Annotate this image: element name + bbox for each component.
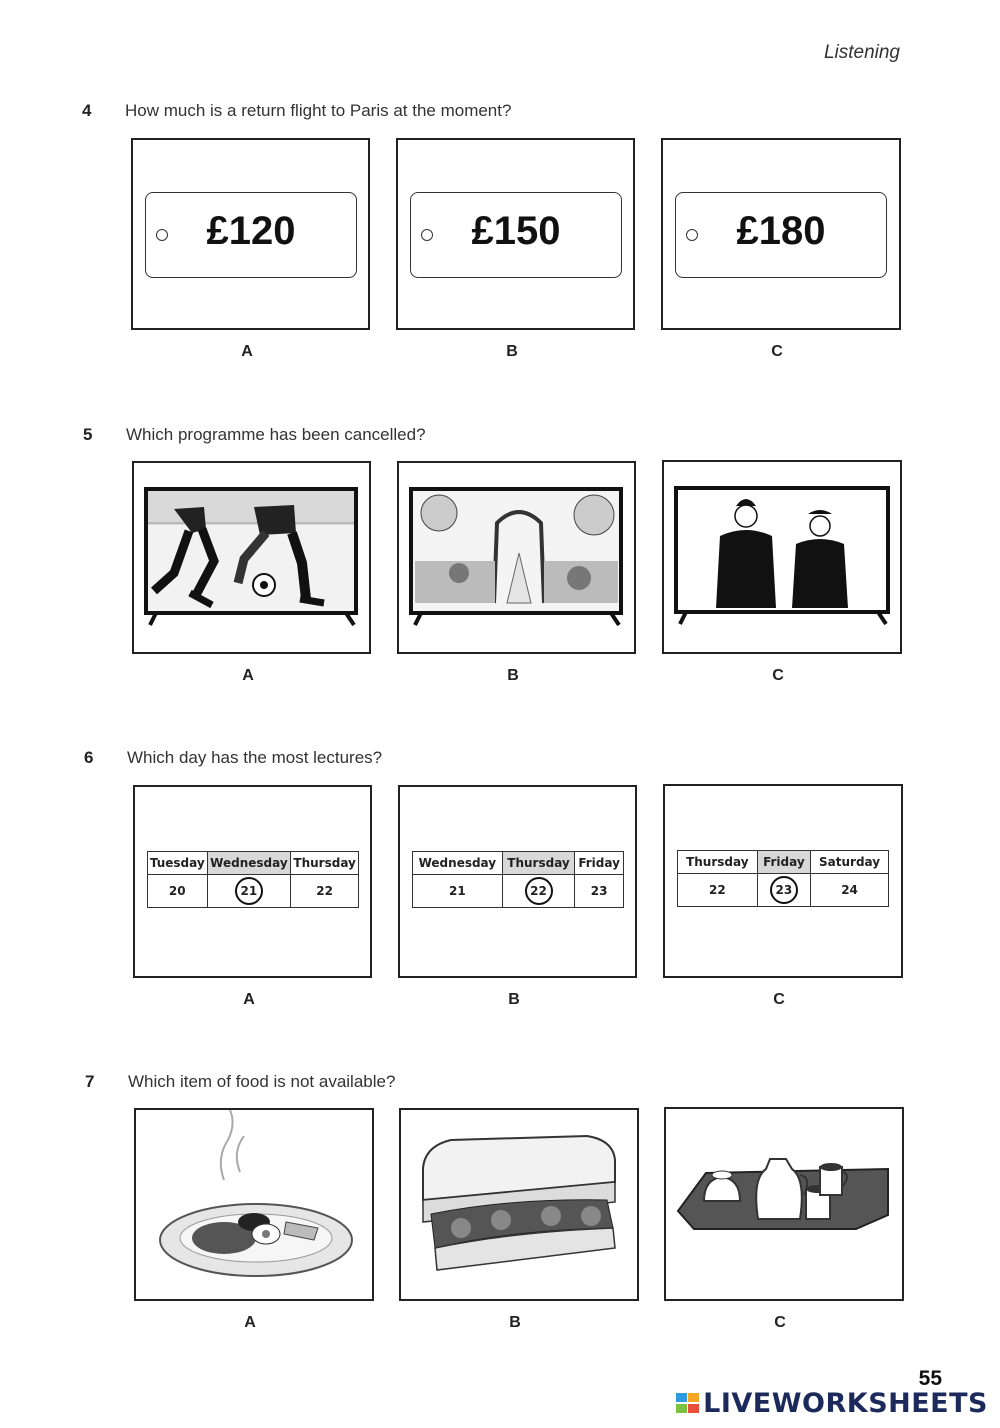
question-number: 4 — [82, 101, 92, 120]
option-letter-c: C — [772, 667, 784, 684]
option-letter-c: C — [774, 1314, 786, 1331]
calendar-day: Wednesday — [413, 852, 503, 875]
option-letter-b: B — [506, 343, 518, 360]
calendar-date: 22 — [291, 875, 359, 908]
option-panel-a[interactable] — [133, 785, 372, 978]
question-number: 5 — [83, 425, 93, 444]
calendar-day: Thursday — [502, 852, 575, 875]
price-label: £180 — [736, 209, 826, 253]
option-panel-c[interactable] — [663, 784, 903, 978]
calendar-day: Friday — [757, 851, 810, 874]
option-panel-a[interactable] — [132, 461, 371, 654]
circled-date: 22 — [525, 877, 553, 905]
option-letter-b: B — [507, 667, 519, 684]
price-tag — [145, 192, 357, 278]
price-tag — [675, 192, 887, 278]
calendar-date: 23 — [575, 875, 624, 908]
police-tv-icon — [664, 462, 900, 652]
question-number: 7 — [85, 1072, 95, 1091]
question-text: Which programme has been cancelled? — [126, 425, 426, 444]
price-label: £120 — [206, 209, 296, 253]
calendar-date: 22 — [678, 874, 758, 907]
page-header-title: Listening — [823, 42, 900, 63]
option-letter-b: B — [508, 991, 520, 1008]
calendar-date: 21 — [413, 875, 503, 908]
option-panel-b[interactable] — [398, 785, 637, 978]
question-text: Which day has the most lectures? — [127, 748, 383, 767]
page-number: 55 — [918, 1367, 942, 1390]
option-panel-c[interactable] — [664, 1107, 904, 1301]
option-letter-a: A — [242, 667, 254, 684]
garden-tv-icon — [399, 463, 634, 652]
calendar-day: Friday — [575, 852, 624, 875]
option-letter-a: A — [244, 1314, 256, 1331]
calendar-day: Thursday — [678, 851, 758, 874]
option-panel-b[interactable] — [396, 138, 635, 330]
calendar-day: Saturday — [811, 851, 889, 874]
option-panel-a[interactable] — [131, 138, 370, 330]
cooked-breakfast-icon — [136, 1110, 372, 1299]
calendar-day: Wednesday — [207, 852, 291, 875]
circled-date: 21 — [235, 877, 263, 905]
calendar-day: Tuesday — [148, 852, 208, 875]
question-text: Which item of food is not available? — [128, 1072, 396, 1091]
option-panel-c[interactable] — [661, 138, 901, 330]
price-tag — [410, 192, 622, 278]
tea-tray-icon — [666, 1109, 902, 1299]
calendar-table — [677, 850, 889, 907]
calendar-table — [412, 851, 624, 908]
calendar-table — [147, 851, 359, 908]
option-letter-a: A — [243, 991, 255, 1008]
sandwich-icon — [401, 1110, 637, 1299]
option-letter-b: B — [509, 1314, 521, 1331]
brand-logo-icon — [675, 1391, 701, 1415]
calendar-date: 20 — [148, 875, 208, 908]
circled-date: 23 — [770, 876, 798, 904]
calendar-date: 24 — [811, 874, 889, 907]
option-letter-c: C — [773, 991, 785, 1008]
option-panel-b[interactable] — [397, 461, 636, 654]
brand-name: LIVEWORKSHEETS — [703, 1388, 988, 1419]
question-number: 6 — [84, 748, 94, 767]
question-text: How much is a return flight to Paris at the moment? — [125, 101, 512, 120]
price-label: £150 — [471, 209, 561, 253]
brand-watermark[interactable] — [675, 1388, 988, 1419]
option-panel-a[interactable] — [134, 1108, 374, 1301]
football-tv-icon — [134, 463, 369, 652]
calendar-day: Thursday — [291, 852, 359, 875]
option-letter-a: A — [241, 343, 253, 360]
option-panel-c[interactable] — [662, 460, 902, 654]
option-letter-c: C — [771, 343, 783, 360]
option-panel-b[interactable] — [399, 1108, 639, 1301]
